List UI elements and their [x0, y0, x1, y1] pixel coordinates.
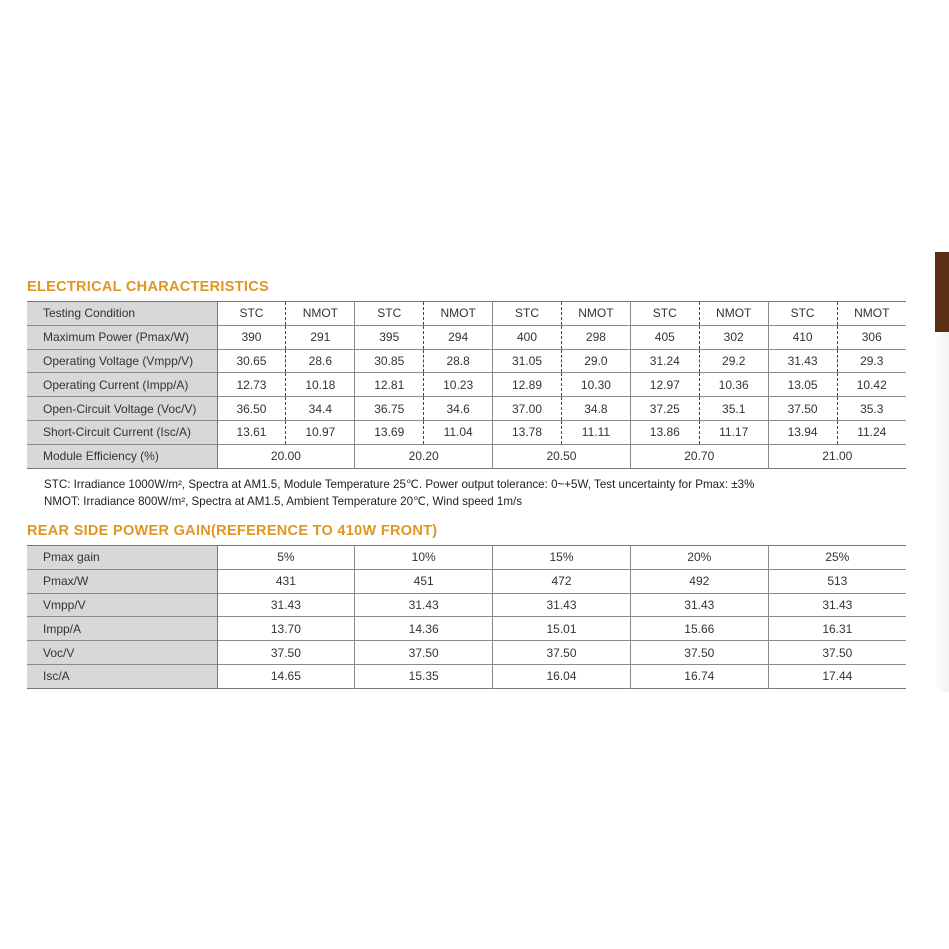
condition-header-cell: NMOT [699, 302, 768, 326]
condition-header-cell: NMOT [854, 306, 890, 321]
value-cell: 37.50 [493, 641, 631, 665]
condition-header-cell: STC [630, 302, 699, 326]
value-cell: 5% [217, 546, 355, 570]
value-cell: 30.85 [355, 349, 424, 373]
header-row [27, 302, 906, 326]
value-cell: 13.69 [355, 420, 424, 444]
row-label: Operating Current (Impp/A) [27, 373, 217, 397]
value-cell: 13.86 [630, 420, 699, 444]
condition-header-cell: NMOT [424, 302, 493, 326]
value-cell: 492 [630, 569, 768, 593]
value-cell: 472 [493, 569, 631, 593]
value-cell: 294 [424, 325, 493, 349]
table-row [27, 397, 906, 421]
value-cell: 10% [355, 546, 493, 570]
value-cell: 513 [827, 574, 848, 589]
value-cell: 405 [630, 325, 699, 349]
value-cell: 37.50 [217, 641, 355, 665]
value-cell: 29.3 [860, 353, 884, 368]
value-cell: 12.73 [217, 373, 286, 397]
value-cell: 12.81 [355, 373, 424, 397]
test-conditions-notes [44, 476, 754, 510]
value-cell: 410 [768, 325, 837, 349]
value-cell: 35.3 [860, 401, 884, 416]
value-cell: 10.18 [286, 373, 355, 397]
value-cell: 16.31 [822, 621, 853, 636]
value-cell: 431 [217, 569, 355, 593]
value-cell: 31.24 [630, 349, 699, 373]
value-cell: 15% [493, 546, 631, 570]
table-row [27, 349, 906, 373]
condition-header-cell: STC [768, 302, 837, 326]
value-cell: 34.8 [561, 397, 630, 421]
value-cell: 34.4 [286, 397, 355, 421]
table-row [27, 569, 906, 593]
row-label: Short-Circuit Current (Isc/A) [27, 420, 217, 444]
value-cell: 400 [493, 325, 562, 349]
value-cell: 291 [286, 325, 355, 349]
table-row [27, 546, 906, 570]
nmot-note: NMOT: Irradiance 800W/m², Spectra at AM1.5, Ambient Temperature 20℃, Wind speed 1m/s [44, 495, 523, 508]
rear-side-power-gain-title: REAR SIDE POWER GAIN(REFERENCE TO 410W FRONT) [27, 523, 438, 539]
value-cell: 36.50 [217, 397, 286, 421]
value-cell: 15.01 [493, 617, 631, 641]
table-row [27, 617, 906, 641]
rear-side-power-gain-table [27, 545, 906, 689]
value-cell: 29.2 [699, 349, 768, 373]
row-label: Impp/A [27, 617, 217, 641]
value-cell: 395 [355, 325, 424, 349]
value-cell: 12.97 [630, 373, 699, 397]
condition-header-cell: STC [355, 302, 424, 326]
value-cell: 13.94 [768, 420, 837, 444]
table-row [27, 373, 906, 397]
value-cell: 11.17 [699, 420, 768, 444]
efficiency-cell: 20.50 [493, 444, 631, 468]
table-row [27, 593, 906, 617]
condition-header-cell: NMOT [561, 302, 630, 326]
value-cell: 14.36 [355, 617, 493, 641]
value-cell: 35.1 [699, 397, 768, 421]
table-row [27, 325, 906, 349]
value-cell: 306 [861, 330, 882, 345]
condition-header-cell: NMOT [286, 302, 355, 326]
value-cell: 13.61 [217, 420, 286, 444]
efficiency-cell: 20.70 [630, 444, 768, 468]
value-cell: 298 [561, 325, 630, 349]
value-cell: 10.23 [424, 373, 493, 397]
value-cell: 31.43 [630, 593, 768, 617]
table-row [27, 641, 906, 665]
stc-note: STC: Irradiance 1000W/m², Spectra at AM1.5, Module Temperature 25℃. Power output tolerance: 0~+5W, Test uncertainty for Pmax: ±3% [44, 478, 755, 491]
value-cell: 10.36 [699, 373, 768, 397]
row-label: Isc/A [27, 664, 217, 688]
value-cell: 34.6 [424, 397, 493, 421]
value-cell: 16.04 [493, 664, 631, 688]
row-label: Open-Circuit Voltage (Voc/V) [27, 397, 217, 421]
value-cell: 15.66 [630, 617, 768, 641]
row-label: Vmpp/V [27, 593, 217, 617]
row-label: Voc/V [27, 641, 217, 665]
page-edge-tab [935, 252, 949, 332]
value-cell: 13.05 [768, 373, 837, 397]
row-label: Operating Voltage (Vmpp/V) [27, 349, 217, 373]
value-cell: 37.50 [822, 645, 853, 660]
value-cell: 20% [630, 546, 768, 570]
value-cell: 11.04 [424, 420, 493, 444]
value-cell: 28.8 [424, 349, 493, 373]
value-cell: 31.43 [493, 593, 631, 617]
value-cell: 30.65 [217, 349, 286, 373]
value-cell: 37.00 [493, 397, 562, 421]
value-cell: 13.78 [493, 420, 562, 444]
row-label: Testing Condition [27, 302, 217, 326]
electrical-characteristics-table [27, 301, 906, 469]
electrical-characteristics-title: ELECTRICAL CHARACTERISTICS [27, 279, 269, 295]
value-cell: 10.30 [561, 373, 630, 397]
value-cell: 11.24 [857, 425, 887, 440]
value-cell: 37.50 [355, 641, 493, 665]
value-cell: 31.43 [355, 593, 493, 617]
value-cell: 37.25 [630, 397, 699, 421]
value-cell: 28.6 [286, 349, 355, 373]
value-cell: 13.70 [217, 617, 355, 641]
row-label: Pmax/W [27, 569, 217, 593]
value-cell: 12.89 [493, 373, 562, 397]
table-row [27, 444, 906, 468]
value-cell: 15.35 [355, 664, 493, 688]
row-label: Module Efficiency (%) [27, 444, 217, 468]
efficiency-cell: 20.20 [355, 444, 493, 468]
value-cell: 10.42 [856, 377, 887, 392]
value-cell: 390 [217, 325, 286, 349]
value-cell: 11.11 [561, 420, 630, 444]
value-cell: 451 [355, 569, 493, 593]
value-cell: 31.43 [217, 593, 355, 617]
condition-header-cell: STC [493, 302, 562, 326]
condition-header-cell: STC [217, 302, 286, 326]
value-cell: 25% [825, 550, 850, 565]
efficiency-cell: 20.00 [217, 444, 355, 468]
row-label: Pmax gain [27, 546, 217, 570]
efficiency-cell: 21.00 [822, 449, 853, 464]
value-cell: 29.0 [561, 349, 630, 373]
value-cell: 37.50 [768, 397, 837, 421]
value-cell: 37.50 [630, 641, 768, 665]
page-edge-shadow [935, 332, 949, 692]
value-cell: 17.44 [822, 669, 853, 684]
table-row [27, 664, 906, 688]
value-cell: 16.74 [630, 664, 768, 688]
value-cell: 10.97 [286, 420, 355, 444]
value-cell: 36.75 [355, 397, 424, 421]
value-cell: 14.65 [217, 664, 355, 688]
value-cell: 31.43 [768, 349, 837, 373]
value-cell: 31.05 [493, 349, 562, 373]
value-cell: 302 [699, 325, 768, 349]
table-row [27, 420, 906, 444]
value-cell: 31.43 [822, 597, 853, 612]
row-label: Maximum Power (Pmax/W) [27, 325, 217, 349]
